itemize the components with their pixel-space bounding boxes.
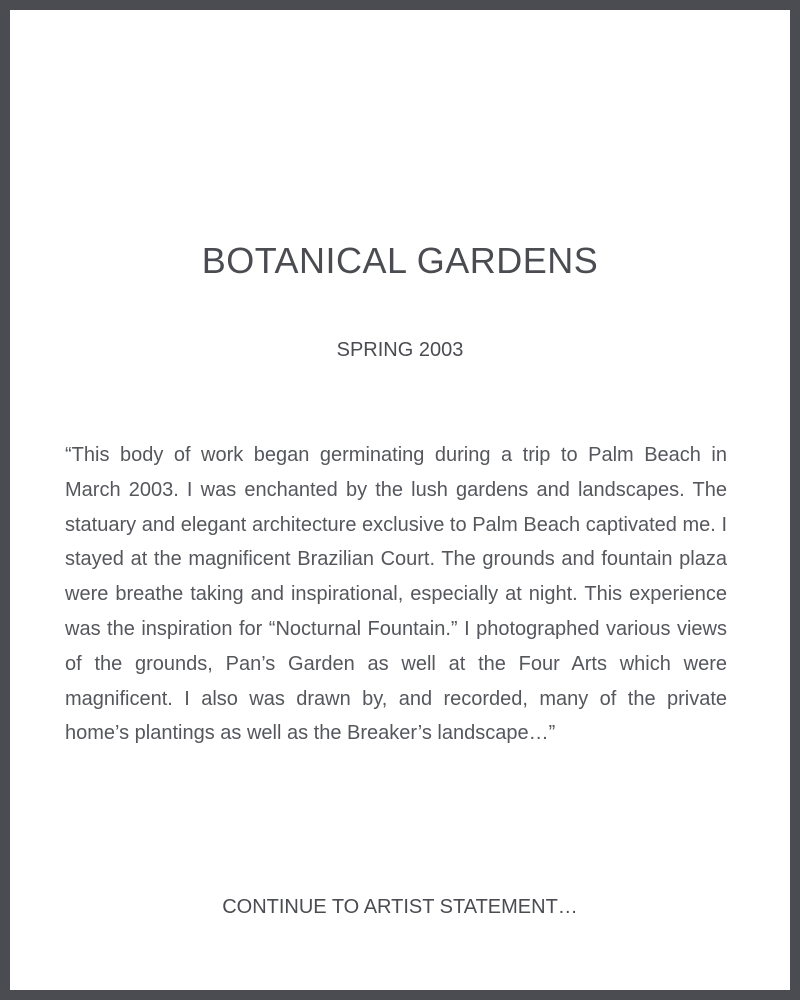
continue-to-artist-statement-link[interactable]: CONTINUE TO ARTIST STATEMENT… [222,896,578,918]
page-frame [10,10,790,990]
page-title: BOTANICAL GARDENS [201,240,599,281]
page-subtitle: SPRING 2003 [336,339,464,361]
statement-paragraph: “This body of work began germinating during a trip to Palm Beach in March 2003. I was enchanted by the lush gardens and landscapes. The statuary and elegant architecture exclusive to Palm Beach captivated me. I stayed at the magnificent Brazilian Court. The grounds and fountain plaza were breathe taking and inspirational, especially at night. This experience was the inspiration for “Nocturnal Fountain.” I photographed various views of the grounds, Pan’s Garden as well at the Four Arts which were magnificent. I also was drawn by, and recorded, many of the private home’s plantings as well as the Breaker’s landscape…” [65,444,727,745]
